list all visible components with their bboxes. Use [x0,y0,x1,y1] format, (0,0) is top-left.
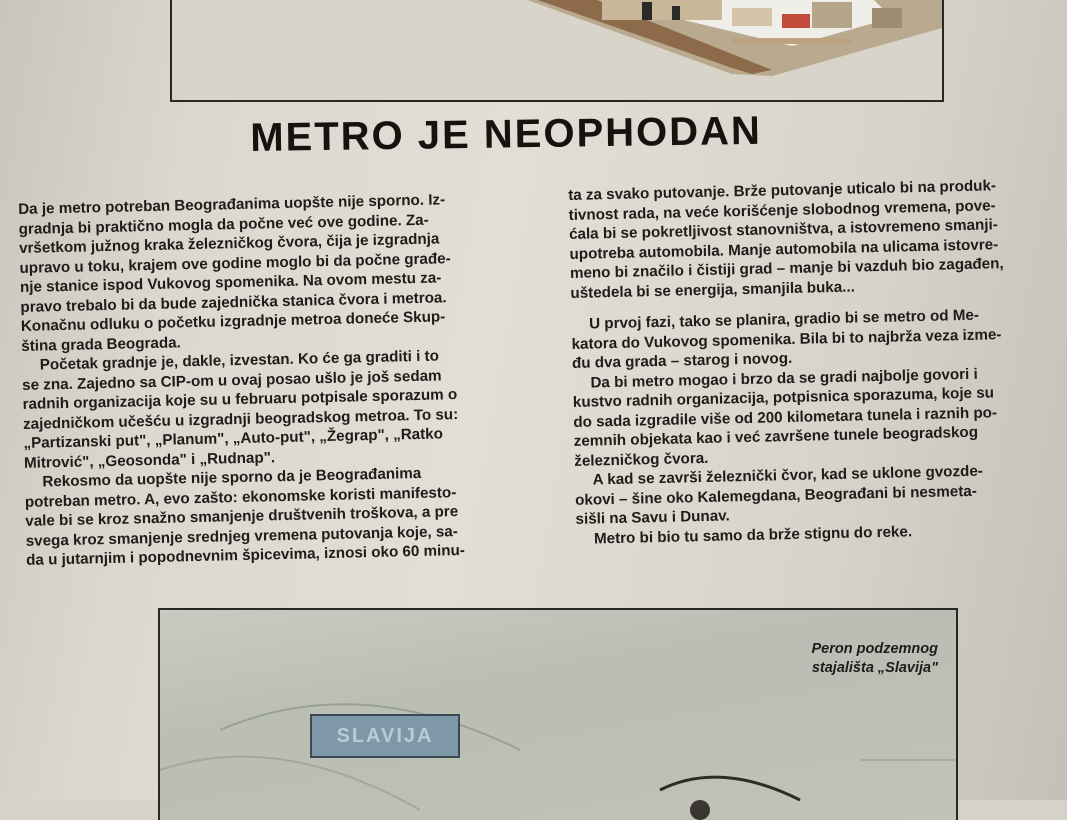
text-line: Da je metro potreban Beograđanima uopšte nije sporno. Iz- [18,191,446,218]
station-sign: SLAVIJA [310,714,460,758]
text-line: upotreba automobila. Manje automobila na ulicama istovre- [569,235,999,263]
text-line: zemnih objekata kao i već završene tunele beogradskog [573,423,979,450]
photo-caption-line: stajališta „Slavija" [811,660,938,676]
paragraph [24,461,571,571]
text-line: tivnost rada, na veće korišćenje slobodnog vremena, pove- [568,196,996,224]
top-illustration [170,0,944,102]
text-line: Metro bi bio tu samo da brže stignu do reke. [593,522,913,547]
paragraph [574,459,1067,529]
text-line: radnih organizacija koje su u februaru potpisale sporazum o [22,386,458,413]
text-line: pravo trebalo bi da bude zajednička stanica čvora i metroa. [20,288,447,316]
text-line: se zna. Zajedno sa CIP-om u ovaj posao ušlo je još sedam [22,366,442,394]
paragraph [18,188,566,356]
station-photo [158,608,958,820]
paragraph [22,344,570,473]
paragraph [572,362,1067,471]
text-line: Početak gradnje je, dakle, izvestan. Ko će ga graditi i to [39,347,440,374]
text-line: ćala bi se pokretljivost stanovništva, a istovremeno smanji- [568,216,998,243]
text-line: „Partizanski put", „Planum", „Auto-put", „Žegrap", „Ratko [23,425,444,452]
text-line: zajedničkom učešću u izgradnji beogradskog metroa. To su: [22,405,459,433]
left-text-column [18,188,571,571]
text-line: nje stanice ispod Vukovog spomenika. Na ovom mestu za- [19,269,442,296]
article-headline: METRO JE NEOPHODAN [250,108,763,160]
text-line: A kad se završi železnički čvor, kad se uklone gvozde- [592,462,984,489]
text-line: kustvo radnih organizacija, potpisnica sporazuma, koje su [572,384,995,411]
text-line: U prvoj fazi, tako se planira, gradio bi se metro od Me- [588,306,980,333]
text-line: vršetkom južnog kraka železničkog čvora, čija je izgradnja [18,230,440,257]
text-line: katora do Vukovog spomenika. Bila bi to najbrža veza izme- [571,325,1002,353]
text-line: Konačnu odluku o početku izgradnje metroa doneće Skup- [20,308,446,335]
text-line: sišli na Savu i Dunav. [575,507,730,528]
text-line: svega kroz smanjenje srednjeg vremena putovanja koje, sa- [25,522,459,550]
text-line: ština grada Beograda. [21,333,181,355]
text-line: okovi – šine oko Kalemegdana, Beograđani bi nesmeta- [574,482,977,509]
text-line: gradnja bi praktično mogla da počne već ove godine. Za- [18,211,429,238]
text-line: Da bi metro mogao i brzo da se gradi najbolje govori i [590,365,978,392]
text-line: Rekosmo da uopšte nije sporno da je Beograđanima [42,464,422,491]
text-line: ta za svako putovanje. Brže putovanje uticalo bi na produk- [568,177,997,204]
paragraph [568,174,1067,303]
text-line: upravo u toku, krajem ove godine moglo bi da počne građe- [19,249,451,277]
text-line: meno bi značilo i čistiji grad – manje bi vazduh bio zagađen, [569,255,1004,282]
text-line: do sada izgradile više od 200 kilometara tunela i raznih po- [573,403,998,431]
photo-caption-line: Peron podzemnog [811,641,938,657]
text-line: vale bi se kroz snažno smanjenje društvenih troškova, a pre [25,503,459,530]
text-line: Mitrović", „Geosonda" i „Rudnap". [23,448,276,472]
text-line: đu dva grada – starog i novog. [571,349,793,372]
text-line: železničkog čvora. [574,449,709,470]
photo-caption [812,640,938,678]
text-line: potreban metro. A, evo zašto: ekonomske koristi manifesto- [24,483,457,511]
text-line: uštedela bi se energija, smanjila buka... [570,278,856,302]
text-line: da u jutarnjim i popodnevnim špicevima, iznosi oko 60 minu- [25,541,466,569]
top-illustration-art [172,0,942,100]
right-text-column [568,174,1067,549]
